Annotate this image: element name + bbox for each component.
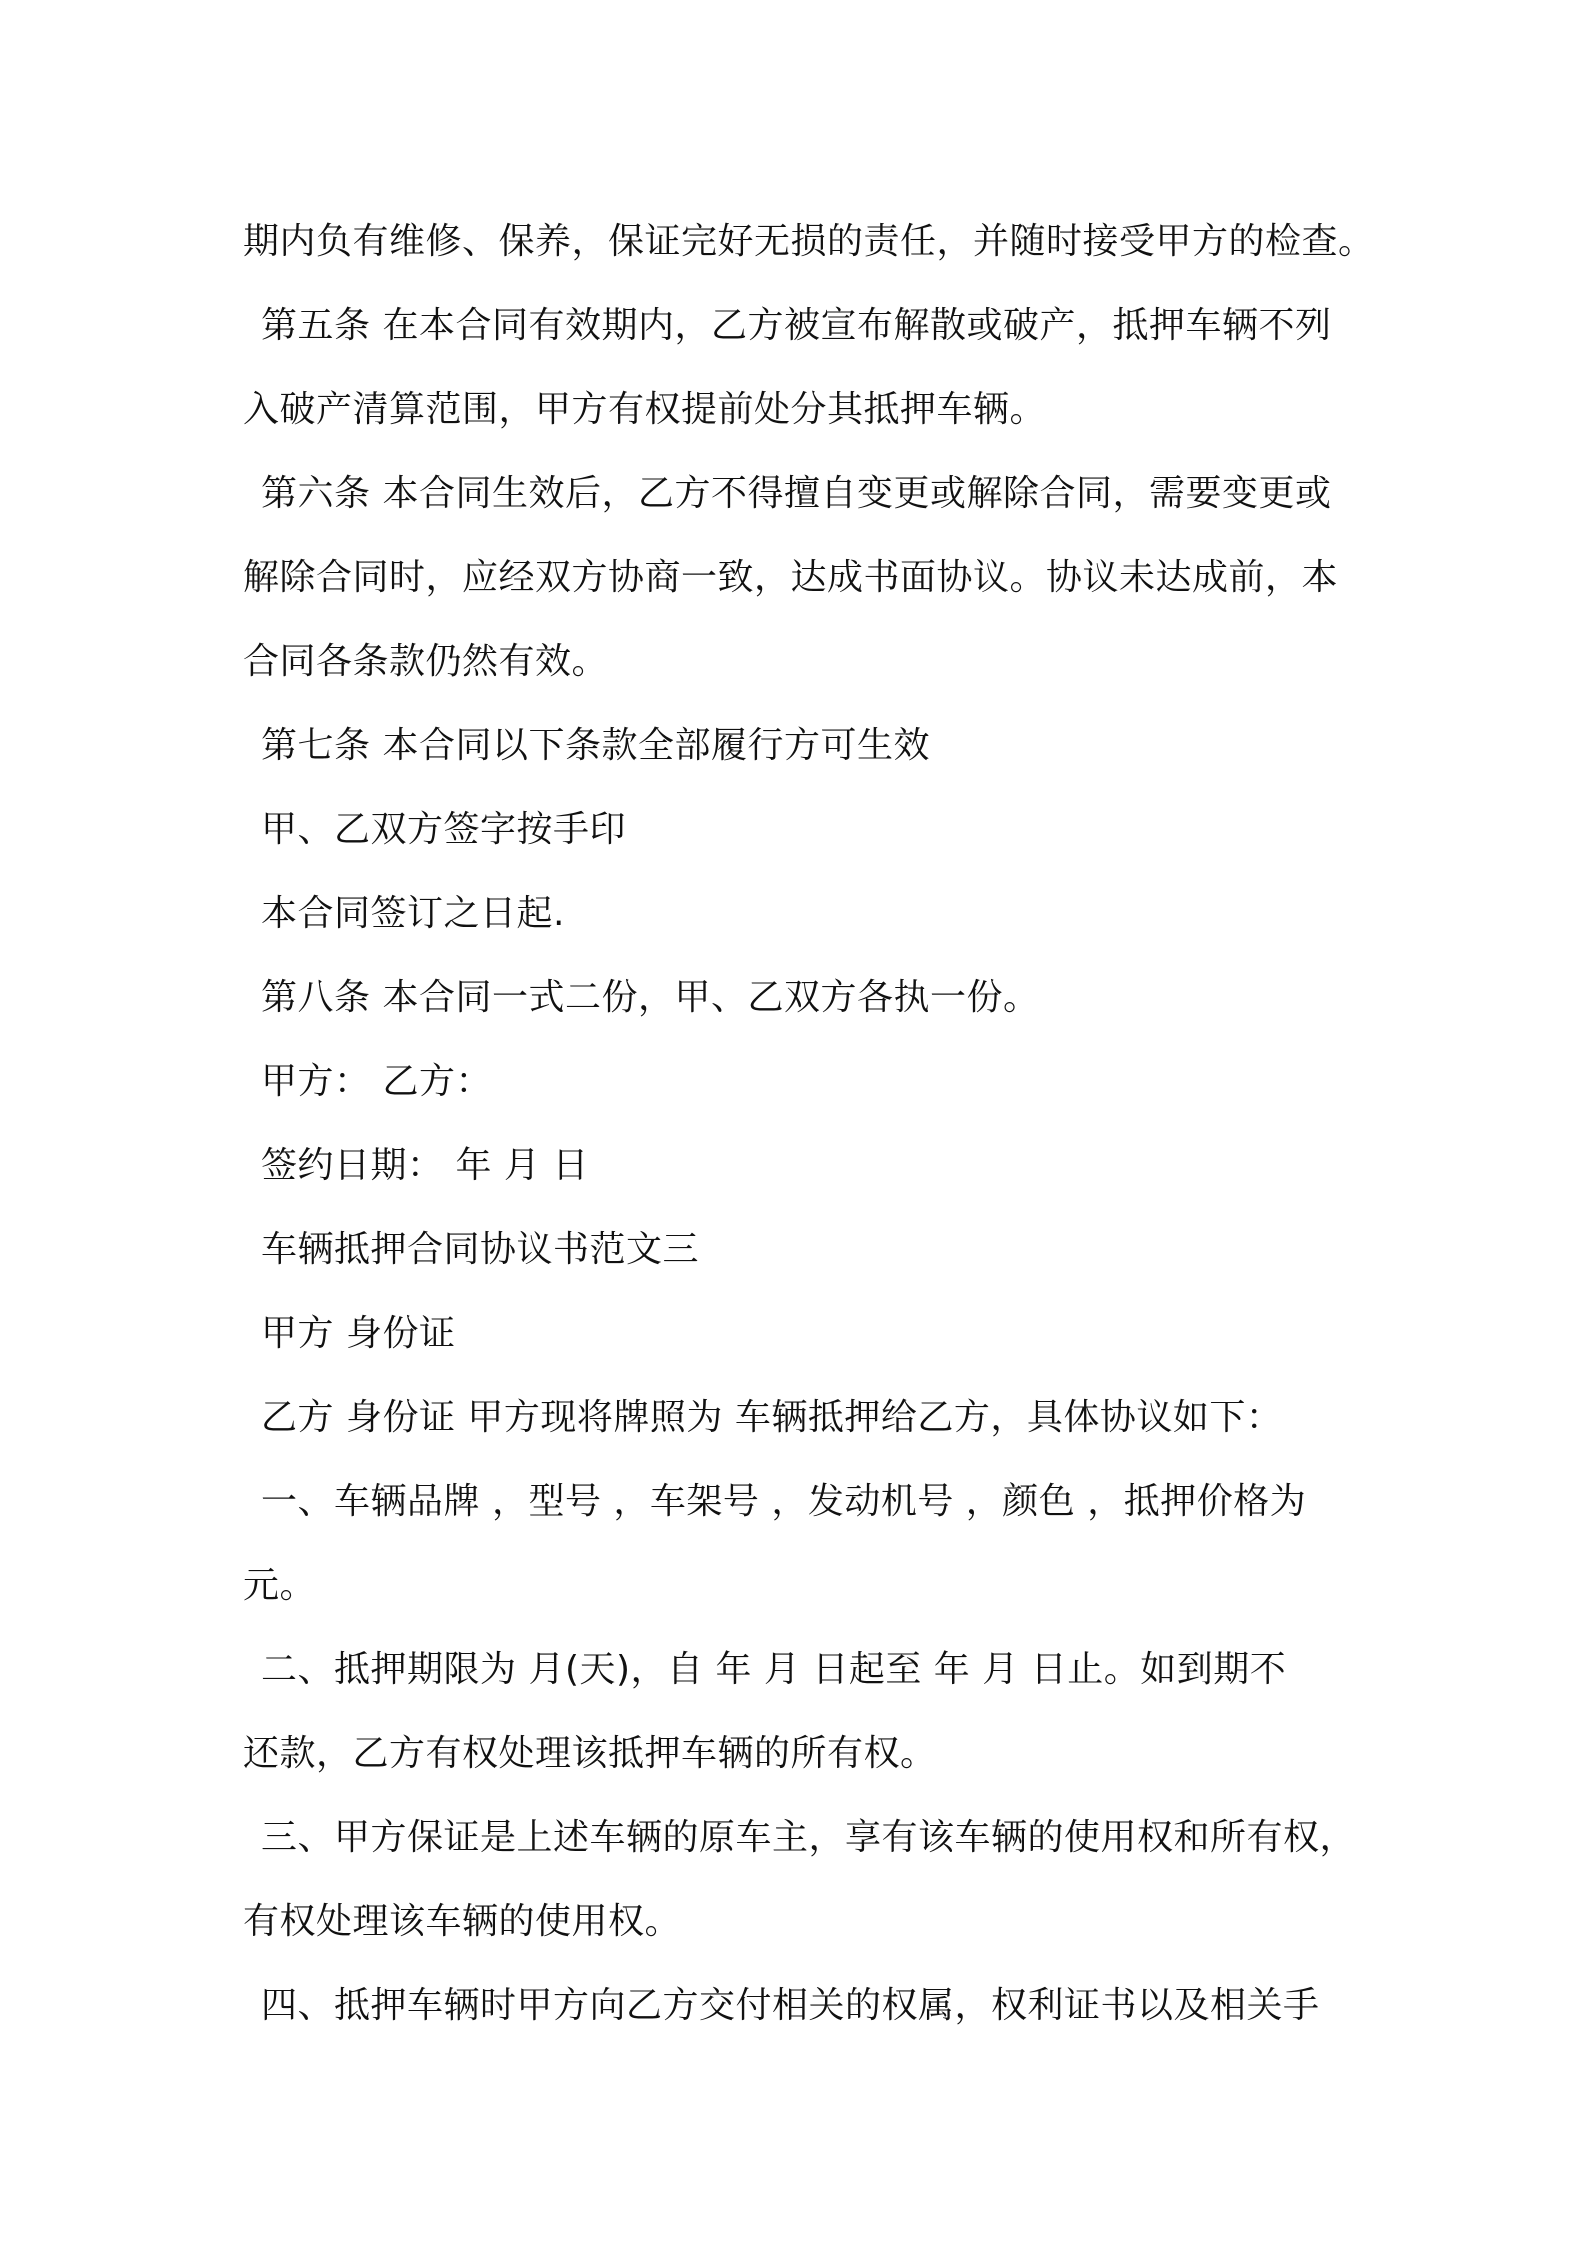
paragraph-line: 有权处理该车辆的使用权。 [243,1901,682,1942]
paragraph-line: 期内负有维修、保养，保证完好无损的责任，并随时接受甲方的检查。 [243,221,1375,262]
party-a-line: 甲方 身份证 [261,1313,456,1354]
paragraph-line: 元。 [243,1565,317,1606]
paragraph-line: 合同各条款仍然有效。 [243,641,609,682]
clause-3-line: 三、甲方保证是上述车辆的原车主，享有该车辆的使用权和所有权， [261,1817,1357,1858]
article-5-line: 第五条 在本合同有效期内，乙方被宣布解散或破产，抵押车辆不列 [261,305,1332,346]
paragraph-line: 甲、乙双方签字按手印 [261,809,627,850]
article-6-line: 第六条 本合同生效后，乙方不得擅自变更或解除合同，需要变更或 [261,473,1332,514]
paragraph-line: 入破产清算范围，甲方有权提前处分其抵押车辆。 [243,389,1047,430]
clause-4-line: 四、抵押车辆时甲方向乙方交付相关的权属，权利证书以及相关手 [261,1985,1320,2026]
clause-1-line: 一、车辆品牌 ，型号 ，车架号 ，发动机号 ，颜色 ，抵押价格为 [261,1481,1307,1522]
section-title: 车辆抵押合同协议书范文三 [261,1229,700,1270]
article-7-line: 第七条 本合同以下条款全部履行方可生效 [261,725,930,766]
document-body [243,200,1375,2048]
clause-2-line: 二、抵押期限为 月(天)，自 年 月 日起至 年 月 日止。如到期不 [261,1649,1287,1690]
paragraph-line: 本合同签订之日起. [261,893,565,934]
party-b-line: 乙方 身份证 甲方现将牌照为 车辆抵押给乙方，具体协议如下： [261,1397,1283,1438]
article-8-line: 第八条 本合同一式二份，甲、乙双方各执一份。 [261,977,1040,1018]
signature-parties-line: 甲方： 乙方： [261,1061,492,1102]
paragraph-line: 还款，乙方有权处理该抵押车辆的所有权。 [243,1733,937,1774]
paragraph-line: 解除合同时，应经双方协商一致，达成书面协议。协议未达成前，本 [243,557,1339,598]
signing-date-line: 签约日期： 年 月 日 [261,1145,589,1186]
